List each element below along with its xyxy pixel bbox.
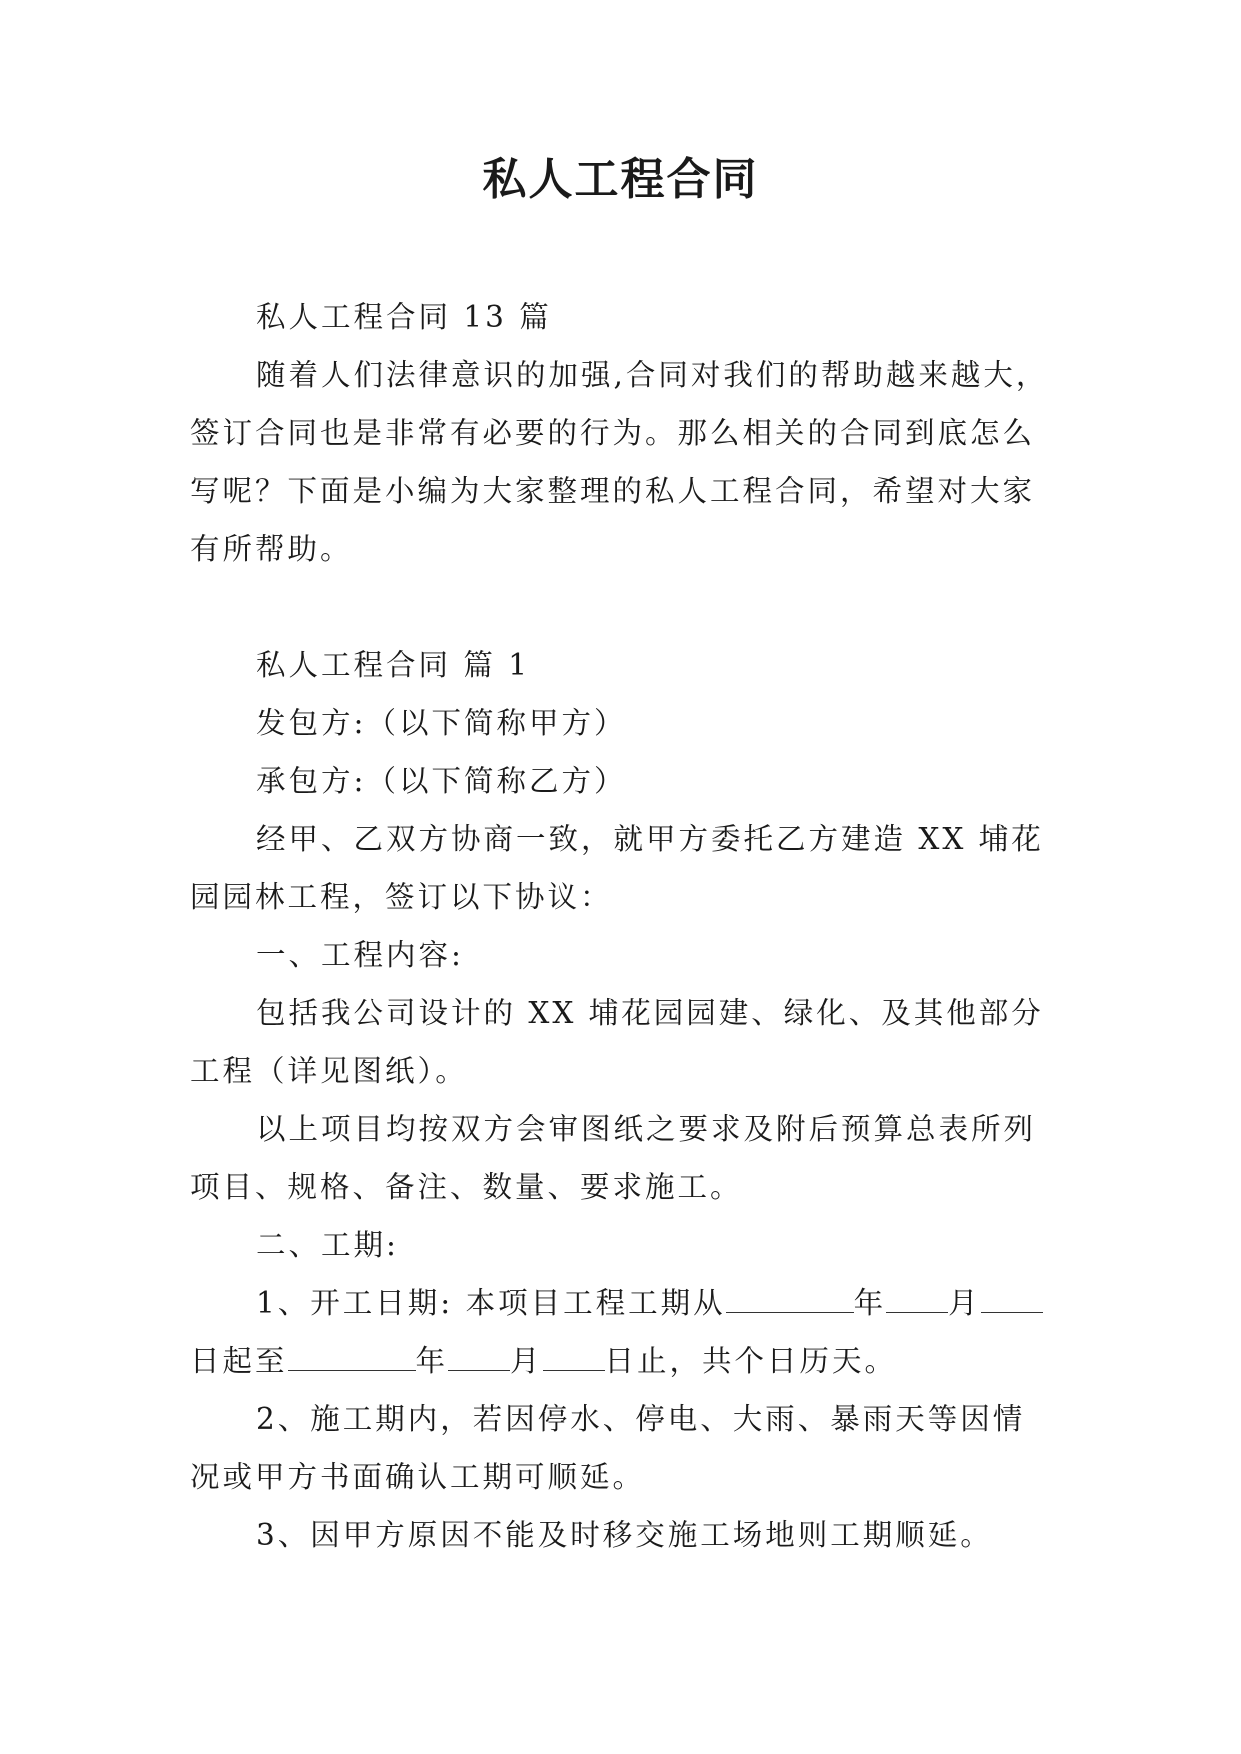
end-year-label: 年: [415, 1344, 449, 1378]
content-paragraph-2: 以上项目均按双方会审图纸之要求及附后预算总表所列项目、规格、备注、数量、要求施工。: [190, 1112, 1037, 1204]
start-year-label: 年: [853, 1286, 887, 1320]
end-month-label: 月: [510, 1344, 543, 1378]
period-paragraph-1: [190, 1274, 1050, 1390]
content-paragraph-1: 包括我公司设计的 XX 埔花园园建、绿化、及其他部分工程（详见图纸）。: [190, 996, 1044, 1088]
section-heading: 私人工程合同 篇 1: [256, 648, 531, 682]
intro-section: [190, 288, 1050, 578]
document-title: 私人工程合同: [482, 154, 759, 205]
start-year-blank: [726, 1282, 854, 1313]
start-month-blank: [886, 1282, 948, 1313]
content-heading: 一、工程内容:: [256, 938, 464, 972]
start-month-label: 月: [948, 1286, 981, 1320]
party-a-line: 发包方:（以下简称甲方）: [256, 706, 627, 740]
start-day-blank: [981, 1282, 1043, 1313]
period-paragraph-2: 2、施工期内，若因停水、停电、大雨、暴雨天等因情况或甲方书面确认工期可顺延。: [190, 1402, 1026, 1494]
period-1-suffix: 日止，共个日历天。: [604, 1344, 898, 1378]
period-paragraph-3: 3、因甲方原因不能及时移交施工场地则工期顺延。: [256, 1518, 993, 1552]
intro-paragraph: 随着人们法律意识的加强,合同对我们的帮助越来越大，签订合同也是非常有必要的行为。那么相关的合同到底怎么写呢？下面是小编为大家整理的私人工程合同，希望对大家有所帮助。: [190, 358, 1049, 566]
start-day-label: 日起至: [190, 1344, 288, 1378]
agreement-paragraph: 经甲、乙双方协商一致，就甲方委托乙方建造 XX 埔花园园林工程，签订以下协议：: [190, 822, 1044, 914]
contract-section-1: [190, 636, 1050, 1564]
intro-subtitle: 私人工程合同 13 篇: [256, 300, 552, 334]
period-1-prefix: 1、开工日期: 本项目工程工期从: [256, 1286, 726, 1320]
period-heading: 二、工期:: [256, 1228, 399, 1262]
end-year-blank: [288, 1340, 416, 1371]
end-day-blank: [543, 1340, 605, 1371]
party-b-line: 承包方:（以下简称乙方）: [256, 764, 627, 798]
end-month-blank: [448, 1340, 510, 1371]
